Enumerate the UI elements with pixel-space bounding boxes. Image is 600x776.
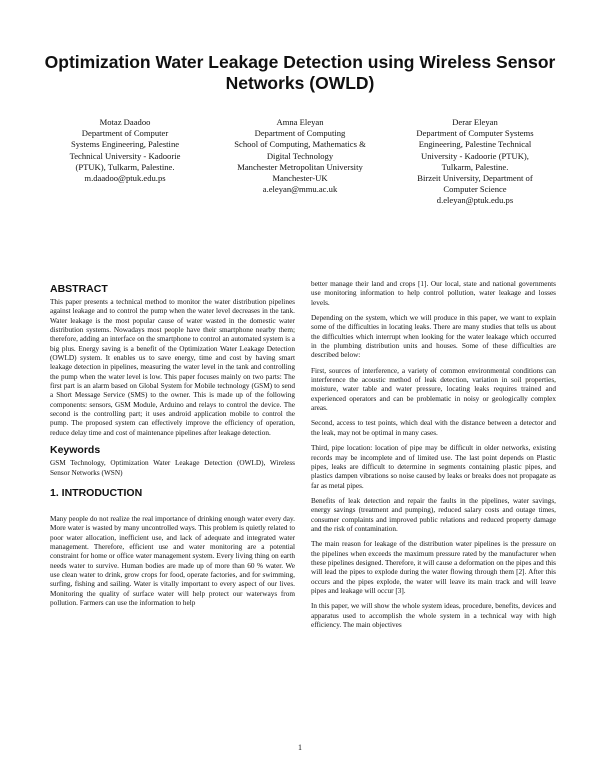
- author-name: Derar Eleyan: [452, 117, 498, 127]
- author-email: d.eleyan@ptuk.edu.ps: [436, 195, 514, 206]
- body-paragraph: better manage their land and crops [1]. Our local, state and national governments use monitoring information to help control pollution, water leakage and losses levels.: [311, 280, 556, 307]
- abstract-text: This paper presents a technical method to monitor the water distribution pipelines against leakage and to control the pump when the water level decreases in the tank. Water leakage is the most popular cause of water wasted in the domestic water distribution systems. Nowadays most people have their smartphone nearby them; therefore, adding an interface on the smartphone to control an automated system is a big plus. Energy saving is a benefit of the Optimization Water Leakage Detection (OWLD) system. It enables us to save energy, time and cost by having smart leakage detection in pipelines, measuring the water level in the tank and controlling the pump when the water level is low. This paper focuses mainly on two parts: The first part is an alarm based on Global System for Mobile technology (GSM) to send a Short Message Service (SMS) to the owner. This is made up of the following components: sensors, GSM Module, Arduino and relays to control the device. The second is the controlling part; it uses android application mobile to control the pump. The proposed system can effectively improve the efficiency of operation, reduce delay time and cost of maintenance pipelines after leakage detection.: [50, 298, 295, 437]
- author-name: Motaz Daadoo: [99, 117, 151, 127]
- author-email: a.eleyan@mmu.ac.uk: [262, 184, 338, 195]
- abstract-heading: ABSTRACT: [50, 283, 108, 295]
- author-affiliation-line: Manchester Metropolitan University: [237, 161, 363, 172]
- keywords-text: GSM Technology, Optimization Water Leakage Detection (OWLD), Wireless Sensor Networks (WSN): [50, 459, 295, 477]
- introduction-heading: 1. INTRODUCTION: [50, 486, 143, 499]
- author-affiliation-line: Computer Science: [443, 184, 507, 195]
- author-affiliation-line: (PTUK), Tulkarm, Palestine.: [75, 161, 175, 172]
- body-paragraph: Depending on the system, which we will produce in this paper, we want to explain some of the difficulties in locating leaks. There are many studies that tells us about the difficulties which interrupt when looking for the water leakage which occurred in the plumbing distribution units and houses. Some of these difficulties are described below:: [311, 314, 556, 360]
- author-affiliation-line: Department of Computer Systems: [416, 128, 534, 139]
- author-affiliation-line: Digital Technology: [266, 150, 334, 161]
- author-affiliation-line: Systems Engineering, Palestine: [70, 139, 180, 150]
- author-email: m.daadoo@ptuk.edu.ps: [84, 173, 166, 184]
- author-name: Amna Eleyan: [276, 117, 324, 127]
- author-affiliation-line: University - Kadoorie (PTUK),: [421, 150, 529, 161]
- body-paragraph: First, sources of interference, a variety of common environmental conditions can interference the acoustic method of leak detection, variation in soil properties, moisture, water table and water pressure, locating leaks requires trained and experienced operators and can be problematic in noisy or geologically complex areas.: [311, 366, 556, 413]
- body-paragraph: Second, access to test points, which deal with the distance between a detector and the leak, may not be optimal in many cases.: [311, 419, 556, 437]
- author-1: [40, 117, 210, 207]
- paper-title: Optimization Water Leakage Detection using Wireless Sensor Networks (OWLD): [44, 52, 556, 93]
- author-affiliation-line: Birzeit University, Department of: [417, 173, 533, 184]
- right-column: [311, 280, 556, 636]
- left-column: [50, 283, 295, 614]
- author-affiliation-line: Tulkarm, Palestine.: [441, 161, 509, 172]
- body-paragraph: Benefits of leak detection and repair the faults in the pipelines, water savings, energy savings (treatment and pumping), reduced salary costs and outage times, consumer complaints and improved public relations and reduced property damage and the risk of contamination.: [311, 496, 556, 533]
- keywords-heading: Keywords: [50, 444, 101, 457]
- body-paragraph: Third, pipe location: location of pipe may be difficult in older networks, existing records may be incomplete and of limited use. The last point depends on Plastic pipes, leaks are difficult to determine in segments containing plastic pipes, and plastics dampen vibrations so noise caused by leaks or breaks does not propagate as far as metal pipes.: [311, 444, 556, 490]
- intro-paragraph: Many people do not realize the real importance of drinking enough water every day. More water is wasted by many uncontrolled ways. This problem is quietly related to poor water allocation, inefficient use, and lack of adequate and integrated water management. Therefore, efficient use and water monitoring are a potential constraint for home or office water management system. Every living thing on earth needs water to survive. Human bodies are made up of more than 60 % water. We use clean water to drink, grow crops for food, operate factories, and for swimming, surfing, fishing and sailing. Water is vitally important to every aspect of our lives. Monitoring the quality of surface water will help protect our waterways from pollution. Farmers can use the information to help: [50, 514, 295, 607]
- author-3: [390, 117, 560, 207]
- body-paragraph: In this paper, we will show the whole system ideas, procedure, benefits, devices and apparatus used to accomplish the whole system in a technical way with high efficiency. The main objectives: [311, 602, 556, 629]
- author-affiliation-line: Department of Computer: [81, 128, 169, 139]
- author-affiliation-line: Manchester-UK: [272, 173, 328, 184]
- author-affiliation-line: Technical University - Kadoorie: [69, 150, 181, 161]
- author-2: [215, 117, 385, 207]
- author-affiliation-line: School of Computing, Mathematics &: [234, 139, 366, 150]
- author-block: [40, 117, 560, 207]
- author-affiliation-line: Department of Computing: [254, 128, 346, 139]
- body-paragraph: The main reason for leakage of the distribution water pipelines is the pressure on the pipelines when exceeds the maximum pressure rated by the manufacturer when these pipelines designed. Therefore, it will cause a deformation on the pipes and this will lead the pipes to explode during the water flowing through them [2]. After this occurs and the pipes explode, the water will leave its main track and will leave pipes and leakage will occur [3].: [311, 540, 556, 595]
- page-number: 1: [298, 743, 302, 752]
- author-affiliation-line: Engineering, Palestine Technical: [418, 139, 532, 150]
